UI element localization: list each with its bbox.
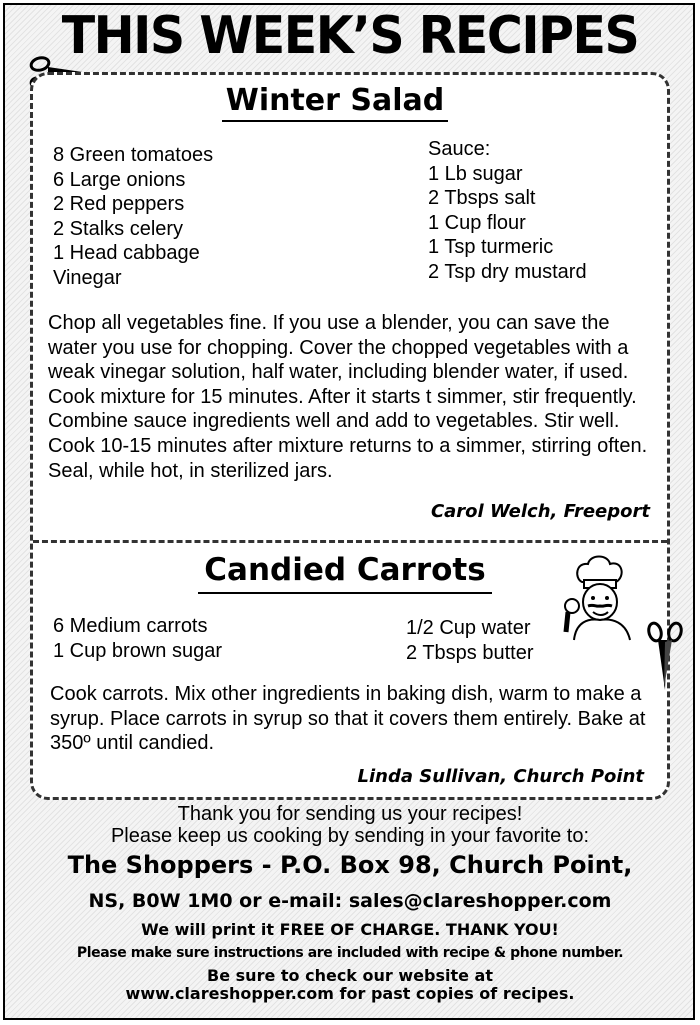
sauce-ingredient-list (428, 137, 587, 285)
recipe-instructions: Chop all vegetables fine. If you use a blender, you can save the water you use for chopping. Cover the chopped vegetables with a weak vinegar solution, half water, including blender water, if used. Cook mixture for 15 minutes. After it starts t simmer, stir frequently. Combine sauce ingredients well and add to vegetables. Stir well. Cook 10-15 minutes after mixture returns to a simmer, stirring often. Seal, while hot, in sterilized jars. (48, 312, 648, 482)
recipe-submitter: Carol Welch, Freeport (430, 501, 650, 522)
ingredient-item: 2 Tbsps butter (406, 641, 534, 664)
ingredient-list (53, 614, 222, 663)
ingredient-item: 2 Red peppers (53, 193, 185, 216)
ingredient-item: 6 Large onions (53, 168, 186, 191)
footer-address: The Shoppers - P.O. Box 98, Church Point, (67, 851, 633, 879)
footer-request: Please keep us cooking by sending in your favorite to: (110, 825, 590, 847)
ingredient-item: 1 Lb sugar (428, 162, 523, 185)
ingredient-item: 1 Cup flour (428, 211, 526, 234)
ingredient-item: 1/2 Cup water (406, 617, 531, 639)
footer-website-note: Be sure to check our website at (207, 966, 493, 985)
ingredient-item: Sauce: (428, 138, 491, 160)
ingredient-item: 1 Tsp turmeric (428, 236, 554, 259)
ingredient-item: 1 Head cabbage (53, 242, 200, 265)
page-title: THIS WEEK’S RECIPES (61, 5, 639, 66)
ingredient-item: 1 Cup brown sugar (53, 639, 222, 662)
ingredient-item: 2 Stalks celery (53, 217, 184, 240)
footer-instructions-note: Please make sure instructions are included with recipe & phone number. (76, 945, 624, 961)
footer-website-link[interactable]: www.clareshopper.com for past copies of recipes. (125, 984, 575, 1003)
footer-email: NS, B0W 1M0 or e-mail: sales@clareshopper.com (88, 890, 612, 912)
chef-illustration (560, 552, 642, 642)
footer-thanks: Thank you for sending us your recipes! (177, 803, 523, 825)
recipe-title: Candied Carrots (0, 552, 690, 588)
recipe-submitter: Linda Sullivan, Church Point (357, 766, 644, 787)
recipe-instructions: Cook carrots. Mix other ingredients in baking dish, warm to make a syrup. Place carrots in syrup so that it covers them entirely. Bake at 350º until candied. (50, 683, 646, 755)
ingredient-item: 2 Tbsps salt (428, 187, 536, 210)
ingredient-item: Vinegar (53, 266, 122, 289)
ingredient-list (406, 616, 533, 665)
ingredient-item: 8 Green tomatoes (53, 144, 214, 166)
ingredient-item: 2 Tsp dry mustard (428, 260, 587, 283)
recipe-divider (33, 540, 667, 543)
ingredient-item: 6 Medium carrots (53, 615, 208, 637)
recipe-title: Winter Salad (0, 83, 670, 118)
ingredient-list (53, 143, 213, 291)
footer-free-notice: We will print it FREE OF CHARGE. THANK YOU! (141, 920, 559, 939)
